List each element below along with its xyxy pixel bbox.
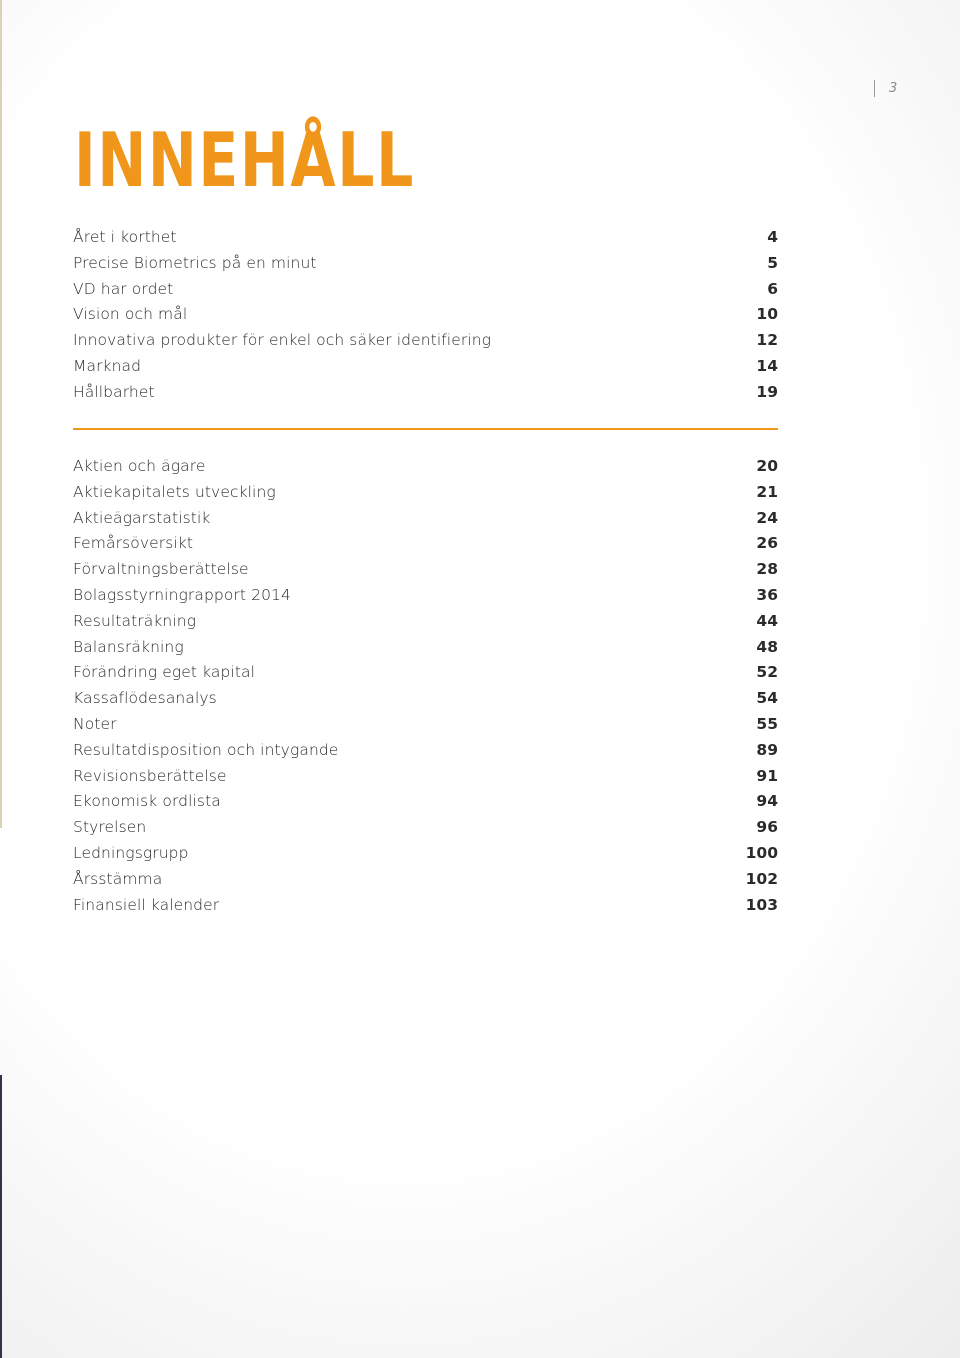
page-title: INNEHÅLL	[74, 116, 415, 204]
toc-item-page-number: 91	[756, 766, 778, 785]
toc-item-page-number: 102	[745, 869, 778, 888]
toc-item-label: Kassaflödesanalys	[73, 689, 217, 708]
toc-item-label: Noter	[73, 714, 117, 733]
toc-item[interactable]	[73, 738, 778, 764]
toc-item-page-number: 24	[756, 508, 778, 527]
toc-item[interactable]	[73, 583, 778, 609]
toc-item[interactable]	[73, 302, 778, 328]
toc-item[interactable]	[73, 686, 778, 712]
toc-item-label: Årsstämma	[73, 869, 163, 888]
toc-item[interactable]	[73, 609, 778, 635]
toc-item-page-number: 55	[756, 714, 778, 733]
toc-item-page-number: 6	[767, 279, 778, 298]
toc-list-intro	[73, 225, 778, 406]
toc-item-label: Vision och mål	[73, 305, 188, 324]
toc-item-label: Marknad	[73, 356, 142, 375]
toc-item[interactable]	[73, 764, 778, 790]
toc-item-page-number: 21	[756, 482, 778, 501]
toc-item-label: Förändring eget kapital	[73, 663, 256, 682]
toc-item-page-number: 54	[756, 689, 778, 708]
toc-item-page-number: 100	[745, 843, 778, 862]
page-number-divider	[874, 80, 875, 97]
toc-item-page-number: 10	[756, 305, 778, 324]
toc-item[interactable]	[73, 635, 778, 661]
toc-item-page-number: 19	[756, 382, 778, 401]
toc-item-page-number: 96	[756, 818, 778, 837]
toc-item[interactable]	[73, 506, 778, 532]
toc-item-label: Precise Biometrics på en minut	[73, 253, 317, 272]
toc-item[interactable]	[73, 354, 778, 380]
toc-item[interactable]	[73, 557, 778, 583]
left-edge-strip-bottom	[0, 1075, 2, 1358]
toc-item-label: Revisionsberättelse	[73, 766, 227, 785]
toc-item[interactable]	[73, 815, 778, 841]
toc-item-label: Ekonomisk ordlista	[73, 792, 221, 811]
toc-item-label: Finansiell kalender	[73, 895, 220, 914]
toc-item-label: Förvaltningsberättelse	[73, 560, 249, 579]
toc-item-label: Aktien och ägare	[73, 457, 206, 475]
toc-item-label: Balansräkning	[73, 637, 184, 656]
toc-item-page-number: 4	[767, 228, 778, 246]
toc-item-label: Ledningsgrupp	[73, 843, 189, 862]
toc-item-page-number: 28	[756, 560, 778, 579]
toc-item-page-number: 26	[756, 534, 778, 553]
toc-list-financial	[73, 454, 778, 918]
toc-item[interactable]	[73, 328, 778, 354]
toc-item-page-number: 44	[756, 611, 778, 630]
toc-item-label: Innovativa produkter för enkel och säker identifiering	[73, 331, 492, 350]
page-number: 3	[889, 81, 898, 96]
toc-item-label: Styrelsen	[73, 818, 147, 837]
left-edge-strip-top	[0, 0, 2, 828]
toc-item-page-number: 36	[756, 585, 778, 604]
toc-item-page-number: 12	[756, 331, 778, 350]
toc-item[interactable]	[73, 251, 778, 277]
toc-item[interactable]	[73, 480, 778, 506]
toc-item-page-number: 48	[756, 637, 778, 656]
toc-item[interactable]	[73, 893, 778, 919]
toc-item-page-number: 89	[756, 740, 778, 759]
toc-item-label: Aktieägarstatistik	[73, 508, 211, 527]
toc-item-label: Hållbarhet	[73, 382, 155, 401]
toc-item[interactable]	[73, 789, 778, 815]
toc-item-page-number: 14	[756, 356, 778, 375]
toc-item-page-number: 52	[756, 663, 778, 682]
toc-item-label: Femårsöversikt	[73, 534, 194, 553]
toc-item-label: Året i korthet	[73, 228, 177, 246]
toc-item-page-number: 94	[756, 792, 778, 811]
toc-item[interactable]	[73, 841, 778, 867]
toc-item[interactable]	[73, 225, 778, 251]
toc-item-label: Resultaträkning	[73, 611, 197, 630]
toc-item[interactable]	[73, 660, 778, 686]
toc-item[interactable]	[73, 277, 778, 303]
section-divider	[73, 428, 778, 430]
page-number-marker	[874, 80, 897, 97]
toc-item-label: VD har ordet	[73, 279, 174, 298]
toc-item-page-number: 103	[745, 895, 778, 914]
toc-item-page-number: 5	[767, 253, 778, 272]
toc-item[interactable]	[73, 380, 778, 406]
toc-item-label: Aktiekapitalets utveckling	[73, 482, 276, 501]
toc-item[interactable]	[73, 531, 778, 557]
toc-item[interactable]	[73, 867, 778, 893]
toc-item[interactable]	[73, 712, 778, 738]
toc-item[interactable]	[73, 454, 778, 480]
toc-item-label: Bolagsstyrningrapport 2014	[73, 585, 291, 604]
toc-item-page-number: 20	[756, 457, 778, 475]
toc-item-label: Resultatdisposition och intygande	[73, 740, 339, 759]
